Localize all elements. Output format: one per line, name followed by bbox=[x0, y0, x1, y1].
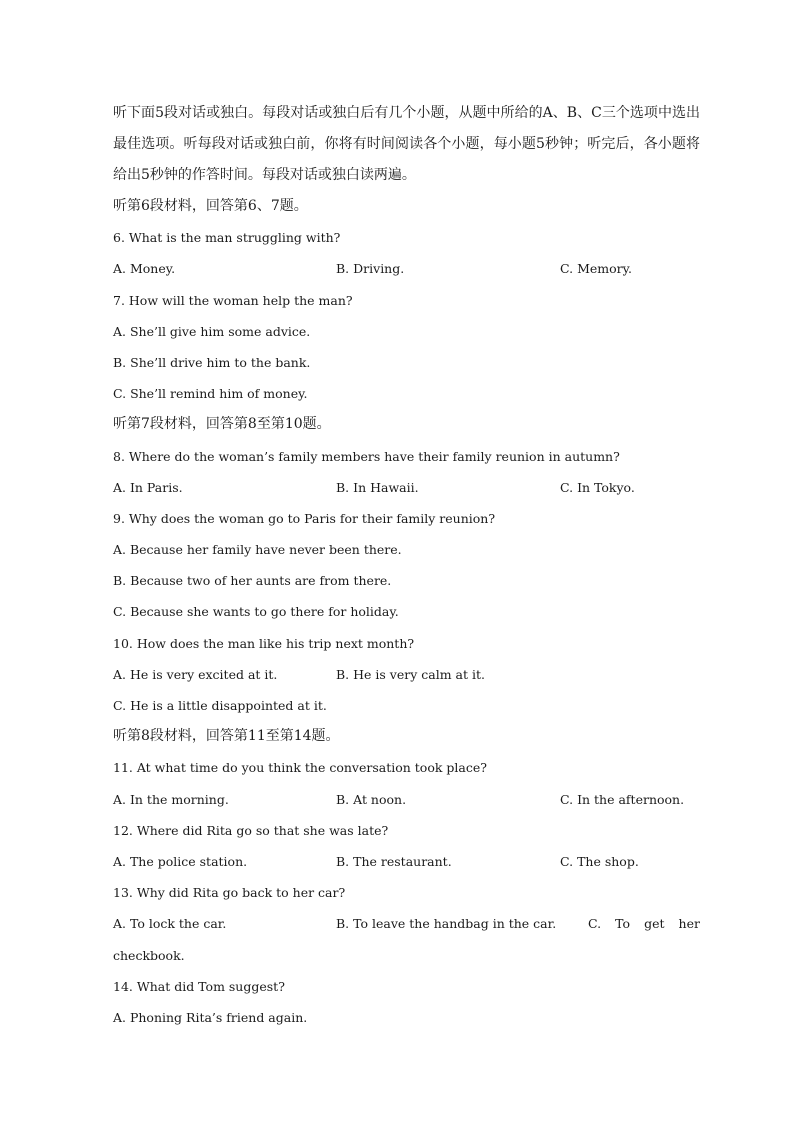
section-heading: 听第6段材料，回答第6、7题。 bbox=[113, 198, 308, 214]
section-instructions: 听下面5段对话或独白。每段对话或独白后有几个小题，从题中所给的A、B、C三个选项中选出最佳选项。听每段对话或独白前，你将有时间阅读各个小题，每小题5秒钟；听完后，各小题将给出5秒钟的作答时间。每段对话或独白读两遍。 bbox=[113, 105, 700, 183]
question-9: 9. Why does the woman go to Paris for their family reunion? bbox=[113, 510, 496, 526]
option-b: B. In Hawaii. bbox=[336, 479, 419, 495]
question-8: 8. Where do the woman’s family members have their family reunion in autumn? bbox=[113, 448, 620, 464]
question-11: 11. At what time do you think the conversation took place? bbox=[113, 760, 487, 776]
option-b: B. Driving. bbox=[336, 261, 405, 277]
option-a: A. In the morning. bbox=[113, 791, 229, 807]
option-a: A. The police station. bbox=[113, 853, 248, 869]
option-c-word: To bbox=[615, 916, 631, 932]
question-13-options bbox=[113, 908, 700, 939]
option-c: C. The shop. bbox=[560, 853, 639, 869]
option-c-word: C. bbox=[588, 916, 602, 932]
question-10: 10. How does the man like his trip next month? bbox=[113, 635, 415, 651]
question-12-options bbox=[113, 846, 700, 877]
question-11-options bbox=[113, 784, 700, 815]
option-c: C. Memory. bbox=[560, 261, 632, 277]
option-c-continued: checkbook. bbox=[113, 947, 185, 963]
question-6: 6. What is the man struggling with? bbox=[113, 230, 341, 246]
option-b: B. Because two of her aunts are from there. bbox=[113, 573, 392, 589]
option-c: C. In the afternoon. bbox=[560, 791, 685, 807]
option-c: C. Because she wants to go there for holiday. bbox=[113, 604, 399, 620]
option-b: B. To leave the handbag in the car. bbox=[336, 916, 557, 932]
option-b: B. At noon. bbox=[336, 791, 407, 807]
question-8-options bbox=[113, 472, 700, 503]
option-a: A. She’ll give him some advice. bbox=[113, 323, 311, 339]
option-c-word: her bbox=[678, 916, 700, 932]
option-a: A. To lock the car. bbox=[113, 916, 227, 932]
option-c: C. She’ll remind him of money. bbox=[113, 386, 308, 402]
exam-page bbox=[113, 98, 700, 1033]
question-6-options bbox=[113, 253, 700, 284]
question-12: 12. Where did Rita go so that she was late? bbox=[113, 822, 389, 838]
option-a: A. Because her family have never been there. bbox=[113, 542, 402, 558]
option-a: A. He is very excited at it. bbox=[113, 666, 278, 682]
option-c: C. He is a little disappointed at it. bbox=[113, 698, 327, 713]
option-a: A. Money. bbox=[113, 261, 176, 277]
option-b: B. He is very calm at it. bbox=[336, 666, 485, 682]
option-c: C. In Tokyo. bbox=[560, 479, 635, 495]
option-a: A. Phoning Rita’s friend again. bbox=[113, 1009, 308, 1025]
question-14: 14. What did Tom suggest? bbox=[113, 978, 285, 994]
option-c-word: get bbox=[644, 916, 665, 932]
option-b: B. She’ll drive him to the bank. bbox=[113, 354, 311, 370]
option-c bbox=[588, 908, 700, 939]
section-heading: 听第8段材料，回答第11至第14题。 bbox=[113, 728, 340, 745]
question-13: 13. Why did Rita go back to her car? bbox=[113, 885, 346, 901]
option-b: B. The restaurant. bbox=[336, 853, 452, 869]
question-7: 7. How will the woman help the man? bbox=[113, 292, 353, 308]
question-10-options bbox=[113, 659, 700, 690]
option-a: A. In Paris. bbox=[113, 479, 183, 495]
section-heading: 听第7段材料，回答第8至第10题。 bbox=[113, 416, 331, 433]
